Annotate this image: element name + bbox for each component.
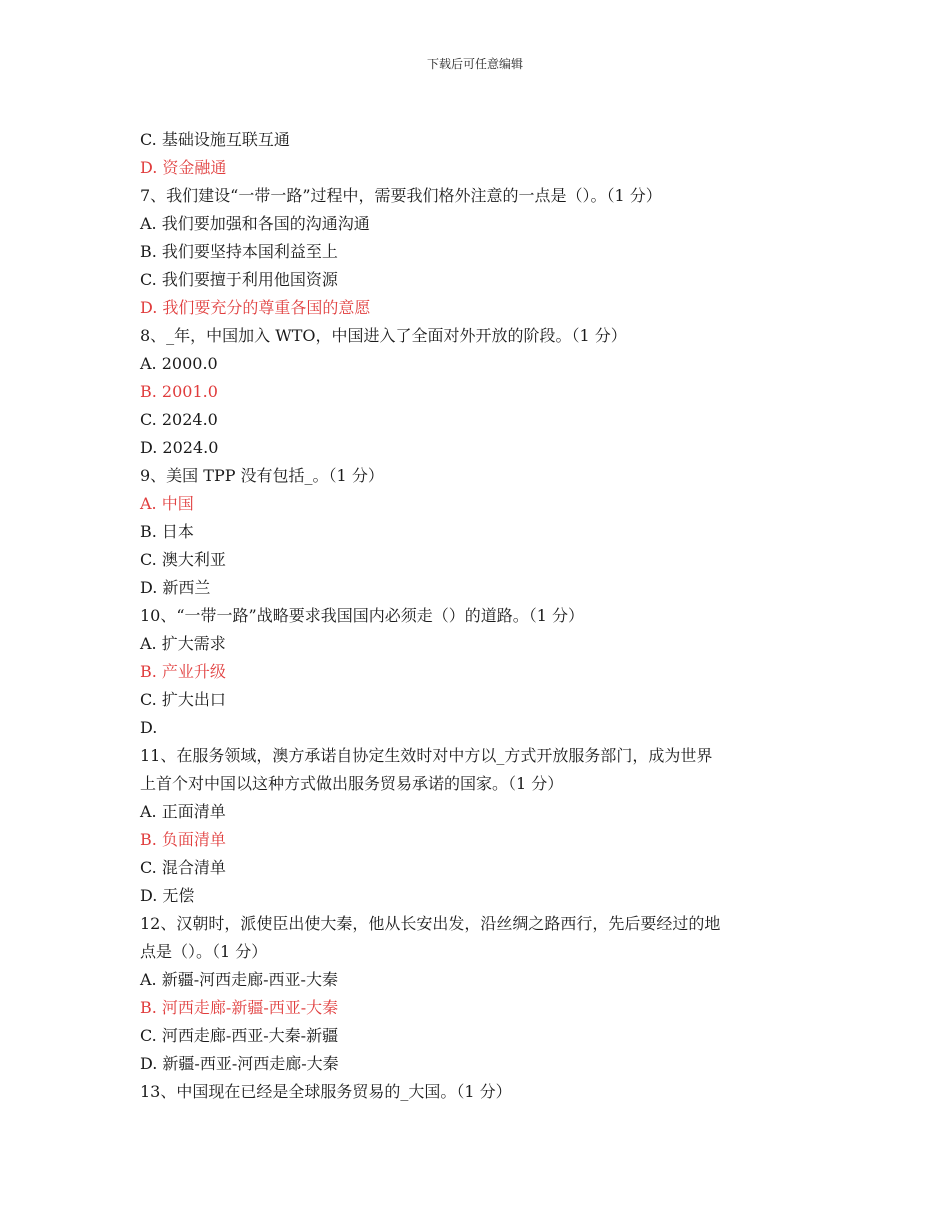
text-line: A. 正面清单 (140, 802, 226, 821)
text-line: C. 扩大出口 (140, 690, 226, 709)
text-line: 7、我们建设“一带一路”过程中，需要我们格外注意的一点是（）。（1 分） (140, 186, 662, 205)
text-line: 11、在服务领域，澳方承诺自协定生效时对中方以_方式开放服务部门，成为世界 (140, 746, 713, 765)
text-line: 9、美国 TPP 没有包括_。（1 分） (140, 466, 384, 485)
text-line: 上首个对中国以这种方式做出服务贸易承诺的国家。（1 分） (140, 774, 564, 793)
text-line: D. 新西兰 (140, 578, 211, 597)
text-line: D. 新疆-西亚-河西走廊-大秦 (140, 1054, 339, 1073)
answer-line: B. 2001.0 (140, 382, 218, 401)
text-line: 点是（）。（1 分） (140, 942, 268, 961)
document-body (140, 126, 820, 1106)
text-line: C. 我们要擅于利用他国资源 (140, 270, 338, 289)
text-line: C. 基础设施互联互通 (140, 130, 290, 149)
text-line: 10、“一带一路”战略要求我国国内必须走（）的道路。（1 分） (140, 606, 584, 625)
answer-line: B. 河西走廊-新疆-西亚-大秦 (140, 998, 339, 1017)
text-line: 13、中国现在已经是全球服务贸易的_大国。（1 分） (140, 1082, 512, 1101)
text-line: A. 扩大需求 (140, 634, 226, 653)
text-line: A. 我们要加强和各国的沟通沟通 (140, 214, 370, 233)
answer-line: D. 我们要充分的尊重各国的意愿 (140, 298, 371, 317)
text-line: B. 我们要坚持本国利益至上 (140, 242, 338, 261)
answer-line: B. 负面清单 (140, 830, 226, 849)
answer-line: B. 产业升级 (140, 662, 226, 681)
text-line: D. 无偿 (140, 886, 195, 905)
text-line: 8、_年，中国加入 WTO，中国进入了全面对外开放的阶段。（1 分） (140, 326, 627, 345)
text-line: B. 日本 (140, 522, 194, 541)
text-line: 12、汉朝时，派使臣出使大秦，他从长安出发，沿丝绸之路西行，先后要经过的地 (140, 914, 721, 933)
answer-line: A. 中国 (140, 494, 194, 513)
page-header: 下载后可任意编辑 (426, 57, 523, 71)
text-line: D. (140, 718, 158, 737)
text-line: C. 澳大利亚 (140, 550, 226, 569)
text-line: A. 2000.0 (140, 354, 218, 373)
text-line: C. 混合清单 (140, 858, 226, 877)
text-line: C. 2024.0 (140, 410, 218, 429)
text-line: C. 河西走廊-西亚-大秦-新疆 (140, 1026, 339, 1045)
answer-line: D. 资金融通 (140, 158, 227, 177)
text-line: D. 2024.0 (140, 438, 219, 457)
text-line: A. 新疆-河西走廊-西亚-大秦 (140, 970, 338, 989)
